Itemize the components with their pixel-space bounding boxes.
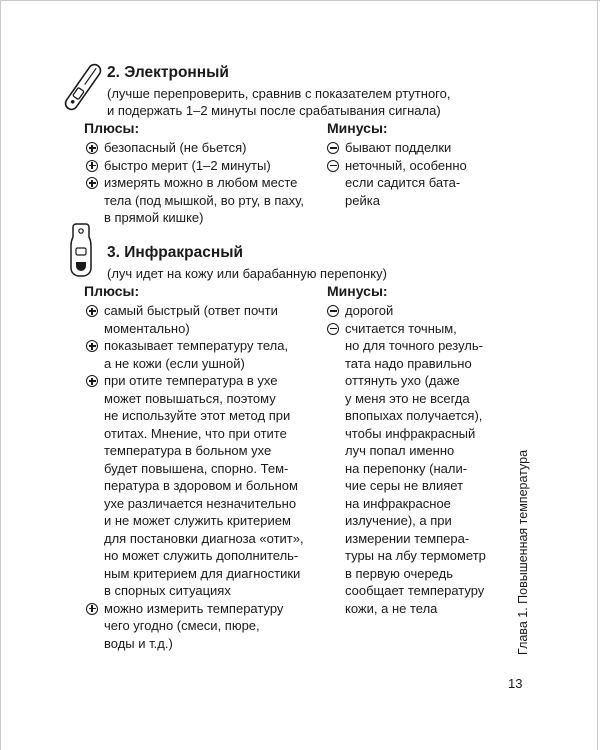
plus-circle-icon — [86, 160, 98, 172]
minus-circle-icon — [327, 160, 339, 172]
pros-list — [86, 139, 326, 227]
pros-list — [86, 302, 326, 652]
page-edge-left — [0, 0, 1, 750]
plus-circle-icon — [86, 142, 98, 154]
chapter-side-label: Глава 1. Повышенная температура — [516, 449, 530, 655]
plus-circle-icon — [86, 340, 98, 352]
list-item: при отите температура в ухе может повышаться, поэтому не используйте этот метод при отитах. Мнение, что при отите температура в больном ухе будет повышена, спорно. Тем- пература в здоровом и больном ухе различается незначительно и не может служить критерием для постановки диагноза «отит», но может служить дополнитель- ным критерием для диагностики в спорных ситуациях — [86, 372, 326, 600]
list-item: безопасный (не бьется) — [86, 139, 326, 157]
cons-heading: Минусы: — [327, 120, 388, 136]
section-infrared-title: 3. Инфракрасный — [107, 244, 243, 261]
list-item: измерять можно в любом месте тела (под мышкой, во рту, в паху, в прямой кишке) — [86, 174, 326, 227]
plus-circle-icon — [86, 375, 98, 387]
cons-list — [327, 302, 497, 617]
infrared-thermometer-icon — [70, 222, 92, 278]
list-item: можно измерить температуру чего угодно (смеси, пюре, воды и т.д.) — [86, 600, 326, 653]
section-electronic-title: 2. Электронный — [107, 64, 229, 81]
page-number: 13 — [508, 676, 523, 691]
section-electronic-subtitle: (лучше перепроверить, сравнив с показателем ртутного, и подержать 1–2 минуты после срабатывания сигнала) — [107, 86, 451, 118]
minus-circle-icon — [327, 142, 339, 154]
minus-circle-icon — [327, 305, 339, 317]
pros-heading: Плюсы: — [84, 120, 140, 136]
pros-heading: Плюсы: — [84, 283, 140, 299]
minus-circle-icon — [327, 323, 339, 335]
plus-circle-icon — [86, 305, 98, 317]
list-item: дорогой — [327, 302, 497, 320]
list-item: неточный, особенно если садится бата- рейка — [327, 157, 497, 210]
cons-heading: Минусы: — [327, 283, 388, 299]
list-item: показывает температуру тела, а не кожи (если ушной) — [86, 337, 326, 372]
list-item: бывают подделки — [327, 139, 497, 157]
list-item: быстро мерит (1–2 минуты) — [86, 157, 326, 175]
list-item: считается точным, но для точного резуль- тата надо правильно оттянуть ухо (даже у меня это не всегда впопыхах получается), чтобы инфракрасный луч попал именно на перепонку (нали- чие серы не влияет на инфракрасное излучение), а при измерении темпера- туры на лбу термометр в первую очередь сообщает температуру кожи, а не тела — [327, 320, 497, 618]
page-edge-right — [597, 0, 598, 750]
list-item: самый быстрый (ответ почти моментально) — [86, 302, 326, 337]
plus-circle-icon — [86, 603, 98, 615]
cons-list — [327, 139, 497, 209]
plus-circle-icon — [86, 177, 98, 189]
page-edge-top — [0, 0, 600, 1]
electronic-thermometer-icon — [62, 58, 104, 116]
section-infrared-subtitle: (луч идет на кожу или барабанную перепонку) — [107, 266, 387, 281]
